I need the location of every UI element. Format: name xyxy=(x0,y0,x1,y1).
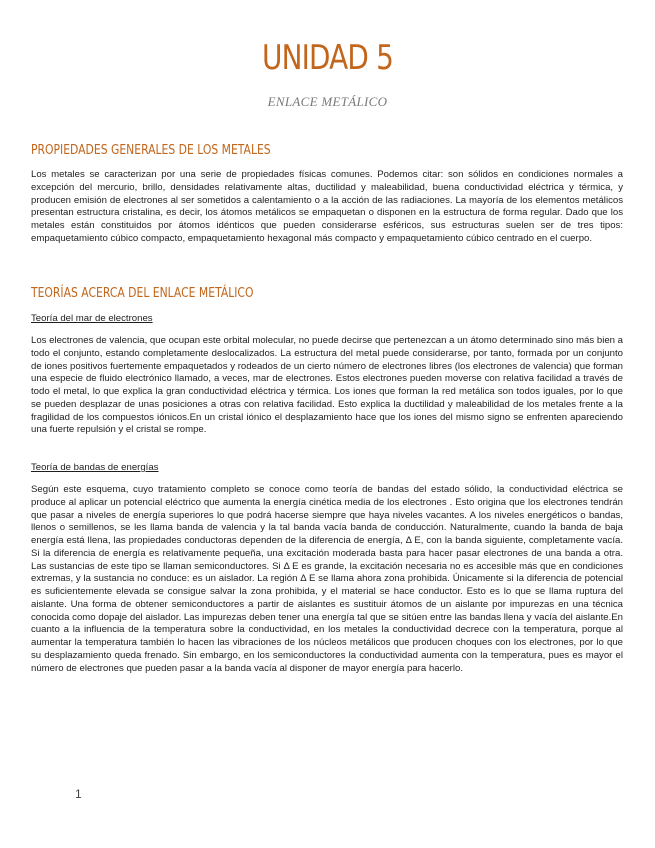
properties-paragraph: Los metales se caracterizan por una serie de propiedades físicas comunes. Podemos citar: son sólidos en condiciones normales a excepción del mercurio, brillo, densidades relativamente altas, ductilidad y maleabilidad, buena conductividad eléctrica y térmica, y producen emisión de electrones al ser sometidos a calentamiento o a la acción de las radiaciones. La mayoría de los elementos metálicos presentan estructura cristalina, es decir, los átomos metálicos se empaquetan o disponen en la estructura de forma regular. Dado que los metales están constituidos por átomos idénticos que pueden considerarse esféricos, sus estructuras suelen ser de tres tipos: empaquetamiento cúbico compacto, empaquetamiento hexagonal más compacto y empaquetamiento cúbico centrado en el cuerpo. xyxy=(31,169,623,244)
section-heading-properties: PROPIEDADES GENERALES DE LOS METALES xyxy=(31,142,271,158)
electron-sea-paragraph: Los electrones de valencia, que ocupan este orbital molecular, no puede decirse que pertenezcan a un átomo determinado sino más bien a todo el conjunto, estando completamente deslocalizados. La estructura del metal puede considerarse, por tanto, formada por un conjunto de iones positivos fuertemente empaquetados y rodeados de un cierto número de electrones libres (los electrones de valencia) que forman una especie de fluido electrónico llamado, a veces, mar de electrones. Estos electrones pueden moverse con relativa facilidad a través de todo el metal, lo que explica la gran conductividad eléctrica y térmica. Los iones que forman la red metálica son todos iguales, por lo que se pueden desplazar de unas posiciones a otras con relativa facilidad. Esto explica la ductilidad y maleabilidad de los metales frente a la fragilidad de los compuestos iónicos.En un cristal iónico el desplazamiento hace que los iones del mismo signo se enfrenten apareciendo una fuerte repulsión y el cristal se rompe. xyxy=(31,335,623,436)
subheading-electron-sea: Teoría del mar de electrones xyxy=(31,313,153,324)
page-title: UNIDAD 5 xyxy=(261,38,394,78)
section-heading-theories: TEORÍAS ACERCA DEL ENLACE METÁLICO xyxy=(31,285,254,301)
page-number: 1 xyxy=(75,787,82,801)
page-subtitle: ENLACE METÁLICO xyxy=(267,94,388,109)
band-theory-paragraph: Según este esquema, cuyo tratamiento completo se conoce como teoría de bandas del estado sólido, la conductividad eléctrica se produce al aplicar un potencial eléctrico que aumenta la energía cinética media de los electrones . Esto origina que los electrones tendrán que pasar a niveles de energía superiores lo que podrá hacerse siempre que haya niveles vacantes. A los niveles energéticos o bandas, llenos o semillenos, se les llama banda de valencia y la tal banda vacía banda de conducción. Naturalmente, cuando la banda de baja energía está llena, las propiedades conductoras dependen de la diferencia de energía, Δ E, con la banda siguiente, completamente vacía. Si la diferencia de energía es relativamente pequeña, una excitación moderada basta para hacer pasar electrones de una banda a otra. Las sustancias de este tipo se llaman semiconductores. Si Δ E es grande, la excitación necesaria no es accesible más que en condiciones extremas, y la sustancia no conduce: es un aislador. La región Δ E se llama ahora zona prohibida. Únicamente si la diferencia de potencial es suficientemente elevada se consigue salvar la zona prohibida, y el material se hace conductor. Esto es lo que se llama ruptura del aislante. Una forma de obtener semiconductores a partir de aislantes es sustituir átomos de un aislante por impurezas en una técnica conocida como dopaje del aislador. Las impurezas deben tener una energía tal que se sitúen entre las bandas llena y vacía del aislante.En cuanto a la influencia de la temperatura sobre la conductividad, en los metales la conductividad decrece con la temperatura, porque al aumentar la temperatura también lo hacen las vibraciones de los núcleos metálicos que producen choques con los electrones, por lo que su desplazamiento queda frenado. Sin embargo, en los semiconductores la conductividad aumenta con la temperatura, pues es mayor el número de electrones que pueden pasar a la banda vacía al disponer de mayor energía para hacerlo. xyxy=(31,484,623,674)
subheading-band-theory: Teoría de bandas de energías xyxy=(31,462,159,473)
